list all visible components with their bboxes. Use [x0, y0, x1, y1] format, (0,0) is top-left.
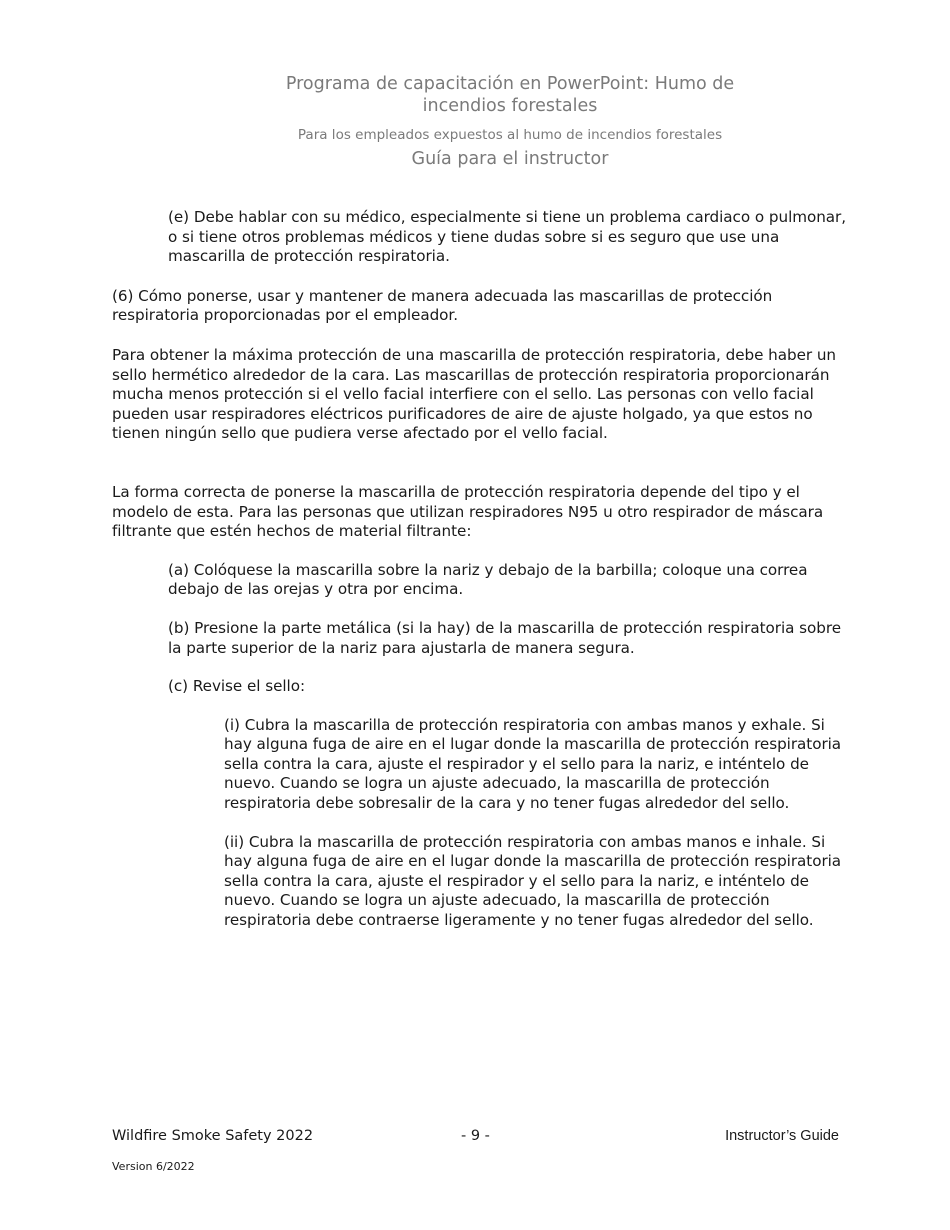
step-c-paragraph: (c) Revise el sello:: [168, 677, 306, 696]
step-b-paragraph: (b) Presione la parte metálica (si la hay) de la mascarilla de protección respiratoria sobre la parte superior de la nariz para ajustarla de manera segura.: [168, 618, 842, 657]
footer-page-number: - 9 -: [461, 1128, 490, 1144]
step-c-i-paragraph: (i) Cubra la mascarilla de protección respiratoria con ambas manos y exhale. Si hay alguna fuga de aire en el lugar donde la mascarilla de protección respiratoria sella contra la cara, ajuste el respirador y el sello para la nariz, e inténtelo de nuevo. Cuando se logra un ajuste adecuado, la mascarilla de protección respiratoria debe sobresalir de la cara y no tener fugas alrededor del sello.: [224, 715, 842, 813]
footer-guide-label: Instructor’s Guide: [725, 1128, 839, 1144]
document-body: [112, 208, 847, 931]
item-e-paragraph: (e) Debe hablar con su médico, especialmente si tiene un problema cardiaco o pulmonar, o si tiene otros problemas médicos y tiene dudas sobre si es seguro que use una mascarilla de protección respiratoria.: [168, 208, 847, 266]
header-title: Programa de capacitación en PowerPoint: Humo de incendios forestales: [285, 74, 735, 116]
header-guide-label: Guía para el instructor: [411, 149, 609, 169]
footer-document-title: Wildfire Smoke Safety 2022: [112, 1128, 314, 1144]
section-6-heading: (6) Cómo ponerse, usar y mantener de manera adecuada las mascarillas de protección respiratoria proporcionadas por el empleador.: [112, 286, 773, 325]
step-a-paragraph: (a) Colóquese la mascarilla sobre la nariz y debajo de la barbilla; coloque una correa debajo de las orejas y otra por encima.: [168, 560, 808, 599]
correct-fit-paragraph: La forma correcta de ponerse la mascarilla de protección respiratoria depende del tipo y el modelo de esta. Para las personas que utilizan respiradores N95 u otro respirador de máscara filtrante que estén hechos de material filtrante:: [112, 482, 824, 541]
page-header: [250, 73, 770, 170]
footer-version: Version 6/2022: [112, 1160, 195, 1173]
seal-paragraph: Para obtener la máxima protección de una mascarilla de protección respiratoria, debe haber un sello hermético alrededor de la cara. Las mascarillas de protección respiratoria proporcionarán mucha menos protección si el vello facial interfiere con el sello. Las personas con vello facial pueden usar respiradores eléctricos purificadores de aire de ajuste holgado, ya que estos no tienen ningún sello que pudiera verse afectado por el vello facial.: [112, 345, 836, 443]
step-c-ii-paragraph: (ii) Cubra la mascarilla de protección respiratoria con ambas manos e inhale. Si hay alguna fuga de aire en el lugar donde la mascarilla de protección respiratoria sella contra la cara, ajuste el respirador y el sello para la nariz, e inténtelo de nuevo. Cuando se logra un ajuste adecuado, la mascarilla de protección respiratoria debe contraerse ligeramente y no tener fugas alrededor del sello.: [224, 832, 842, 930]
header-subtitle: Para los empleados expuestos al humo de incendios forestales: [297, 127, 723, 143]
